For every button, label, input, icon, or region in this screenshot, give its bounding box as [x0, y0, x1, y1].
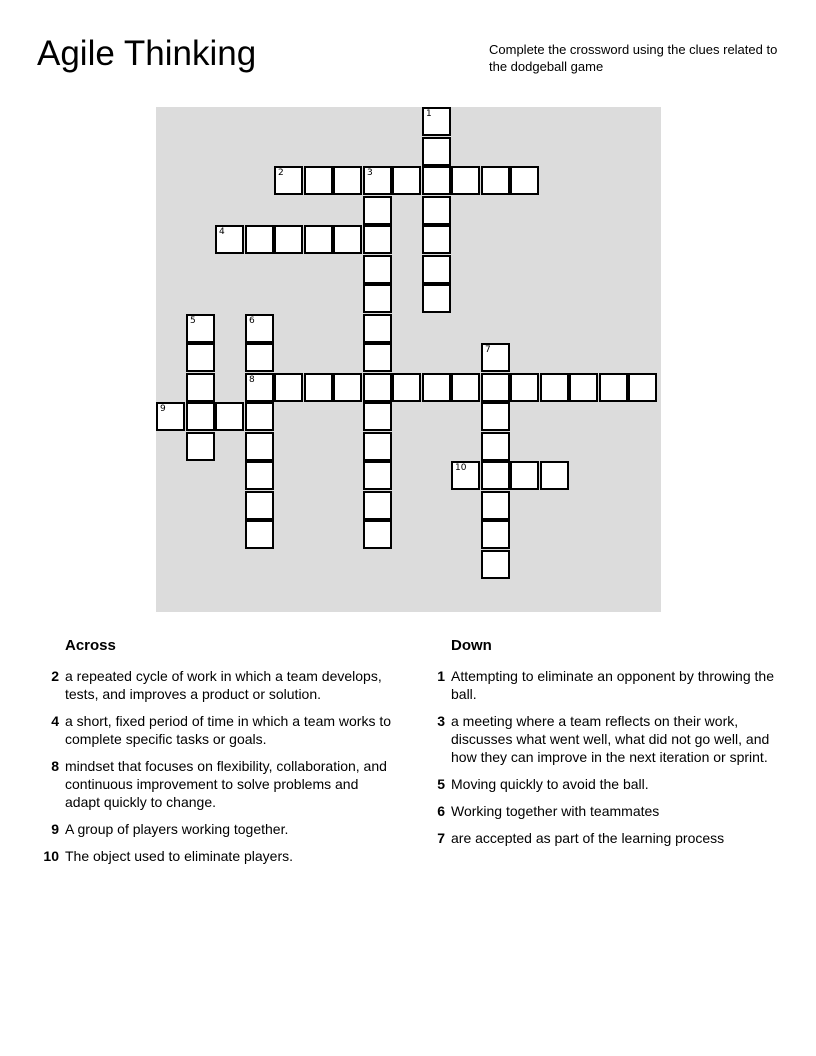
crossword-cell[interactable] [363, 196, 392, 225]
clue-across-2 [37, 667, 397, 703]
crossword-cell[interactable] [215, 402, 244, 431]
crossword-cell[interactable] [186, 343, 215, 372]
clue-down-6 [423, 802, 783, 820]
crossword-cell[interactable] [422, 166, 451, 195]
clue-number: 3 [437, 713, 445, 729]
clue-text: mindset that focuses on flexibility, collaboration, and continuous improvement to solve problems and adapt quickly to change. [65, 758, 387, 810]
down-clues [423, 637, 783, 856]
cell-number: 4 [219, 227, 225, 237]
crossword-cell[interactable] [304, 225, 333, 254]
crossword-cell[interactable] [215, 225, 244, 254]
crossword-cell[interactable] [245, 461, 274, 490]
across-heading: Across [65, 637, 116, 654]
crossword-cell[interactable] [481, 402, 510, 431]
crossword-cell[interactable] [422, 196, 451, 225]
crossword-cell[interactable] [510, 461, 539, 490]
crossword-cell[interactable] [363, 343, 392, 372]
crossword-cell[interactable] [274, 166, 303, 195]
crossword-cell[interactable] [422, 255, 451, 284]
instructions: Complete the crossword using the clues related to the dodgeball game [489, 42, 778, 74]
crossword-cell[interactable] [510, 373, 539, 402]
cell-number: 5 [190, 316, 196, 326]
cell-number: 1 [426, 109, 432, 119]
clue-across-8 [37, 757, 397, 811]
clue-text: Moving quickly to avoid the ball. [451, 776, 649, 792]
clue-number: 1 [437, 668, 445, 684]
clue-number: 5 [437, 776, 445, 792]
crossword-cell[interactable] [274, 225, 303, 254]
clue-text: Working together with teammates [451, 803, 660, 819]
crossword-cell[interactable] [363, 284, 392, 313]
crossword-cell[interactable] [569, 373, 598, 402]
clue-number: 4 [51, 713, 59, 729]
crossword-cell[interactable] [481, 461, 510, 490]
crossword-cell[interactable] [363, 314, 392, 343]
crossword-cell[interactable] [363, 225, 392, 254]
crossword-cell[interactable] [186, 373, 215, 402]
crossword-cell[interactable] [363, 461, 392, 490]
crossword-grid [156, 107, 661, 612]
clue-text: a short, fixed period of time in which a team works to complete specific tasks or goals. [65, 713, 392, 747]
crossword-cell[interactable] [186, 314, 215, 343]
clue-text: are accepted as part of the learning process [451, 830, 725, 846]
crossword-cell[interactable] [363, 255, 392, 284]
clue-number: 10 [43, 848, 59, 864]
clue-down-5 [423, 775, 783, 793]
clue-text: Attempting to eliminate an opponent by throwing the ball. [451, 668, 774, 702]
across-clues [37, 637, 397, 874]
clue-text: a meeting where a team reflects on their work, discusses what went well, what did not go well, and how they can improve in the next iteration or sprint. [451, 713, 770, 765]
crossword-cell[interactable] [481, 520, 510, 549]
crossword-cell[interactable] [481, 491, 510, 520]
clue-down-3 [423, 712, 783, 766]
crossword-cell[interactable] [245, 520, 274, 549]
clue-across-10 [37, 847, 397, 865]
cell-number: 10 [455, 463, 467, 473]
crossword-cell[interactable] [363, 432, 392, 461]
clue-number: 9 [51, 821, 59, 837]
cell-number: 9 [160, 404, 166, 414]
crossword-cell[interactable] [481, 343, 510, 372]
crossword-cell[interactable] [363, 491, 392, 520]
crossword-cell[interactable] [245, 432, 274, 461]
crossword-cell[interactable] [481, 373, 510, 402]
crossword-cell[interactable] [392, 373, 421, 402]
crossword-cell[interactable] [481, 166, 510, 195]
page-title: Agile Thinking [37, 34, 257, 73]
crossword-cell[interactable] [363, 373, 392, 402]
cell-number: 2 [278, 168, 284, 178]
clue-down-1 [423, 667, 783, 703]
crossword-cell[interactable] [422, 284, 451, 313]
clue-across-9 [37, 820, 397, 838]
crossword-cell[interactable] [186, 432, 215, 461]
crossword-cell[interactable] [481, 432, 510, 461]
crossword-cell[interactable] [245, 343, 274, 372]
crossword-cell[interactable] [304, 166, 333, 195]
crossword-cell[interactable] [540, 373, 569, 402]
clue-number: 7 [437, 830, 445, 846]
crossword-cell[interactable] [422, 373, 451, 402]
crossword-cell[interactable] [274, 373, 303, 402]
crossword-cell[interactable] [481, 550, 510, 579]
crossword-cell[interactable] [392, 166, 421, 195]
clue-across-4 [37, 712, 397, 748]
cell-number: 3 [367, 168, 373, 178]
cell-number: 6 [249, 316, 255, 326]
crossword-cell[interactable] [245, 373, 274, 402]
crossword-cell[interactable] [422, 137, 451, 166]
crossword-cell[interactable] [333, 166, 362, 195]
cell-number: 7 [485, 345, 491, 355]
crossword-cell[interactable] [422, 107, 451, 136]
crossword-cell[interactable] [333, 225, 362, 254]
crossword-cell[interactable] [599, 373, 628, 402]
crossword-cell[interactable] [451, 461, 480, 490]
crossword-cell[interactable] [245, 314, 274, 343]
clue-down-7 [423, 829, 783, 847]
clue-number: 2 [51, 668, 59, 684]
clue-number: 8 [51, 758, 59, 774]
crossword-cell[interactable] [363, 166, 392, 195]
crossword-cell[interactable] [510, 166, 539, 195]
crossword-cell[interactable] [245, 225, 274, 254]
crossword-cell[interactable] [628, 373, 657, 402]
crossword-cell[interactable] [451, 166, 480, 195]
crossword-cell[interactable] [156, 402, 185, 431]
crossword-cell[interactable] [186, 402, 215, 431]
cell-number: 8 [249, 375, 255, 385]
crossword-cell[interactable] [451, 373, 480, 402]
crossword-cell[interactable] [363, 402, 392, 431]
down-heading: Down [451, 637, 492, 654]
clue-text: A group of players working together. [65, 821, 289, 837]
crossword-cell[interactable] [304, 373, 333, 402]
clue-number: 6 [437, 803, 445, 819]
crossword-cell[interactable] [333, 373, 362, 402]
crossword-cell[interactable] [540, 461, 569, 490]
crossword-cell[interactable] [422, 225, 451, 254]
crossword-cell[interactable] [245, 402, 274, 431]
crossword-cell[interactable] [245, 491, 274, 520]
crossword-cell[interactable] [363, 520, 392, 549]
clue-text: a repeated cycle of work in which a team develops, tests, and improves a product or solution. [65, 668, 382, 702]
clue-text: The object used to eliminate players. [65, 848, 294, 864]
